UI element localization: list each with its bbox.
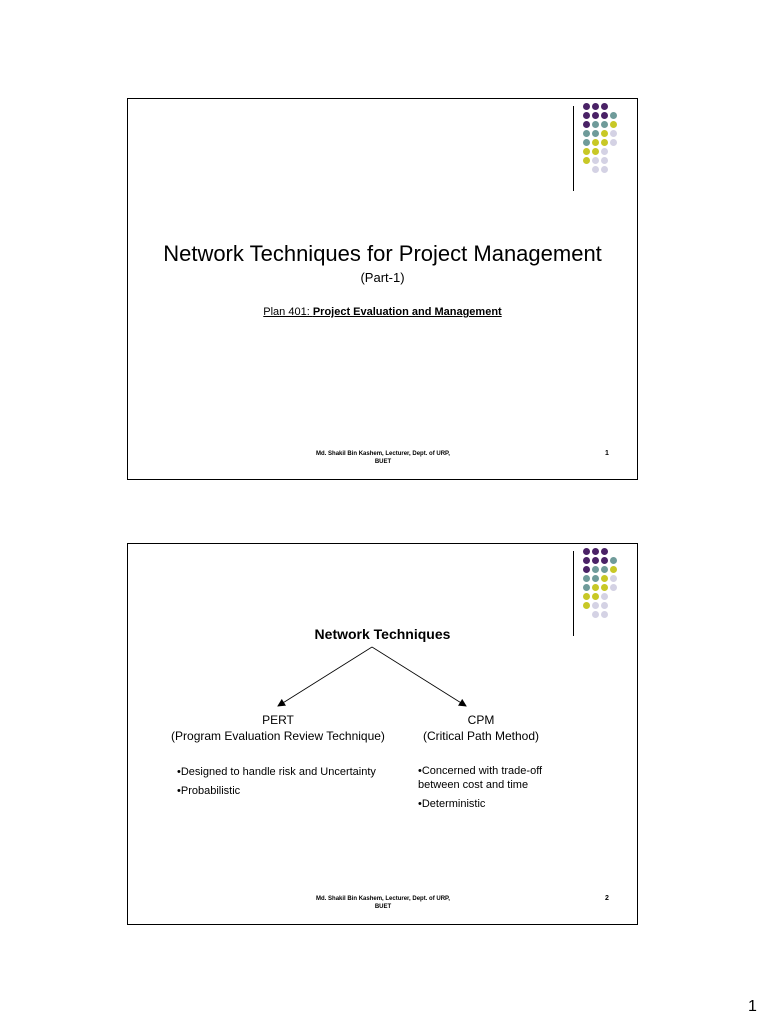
pert-label: PERT: [262, 713, 294, 727]
decorative-dot: [601, 130, 608, 137]
pert-branch: [148, 712, 408, 744]
decorative-dot: [610, 121, 617, 128]
decorative-dot: [601, 103, 608, 110]
slide-number: 1: [605, 450, 609, 457]
decorative-dot: [592, 130, 599, 137]
decorative-dot: [592, 157, 599, 164]
decorative-dot: [601, 121, 608, 128]
decorative-dot: [601, 148, 608, 155]
decorative-dot: [583, 139, 590, 146]
bullet-item: •Designed to handle risk and Uncertainty: [177, 766, 376, 778]
decorative-dot: [583, 112, 590, 119]
bullet-item: •Probabilistic: [177, 785, 241, 797]
decorative-dot: [592, 139, 599, 146]
slide-footer: [278, 895, 488, 911]
footer-author: Md. Shakil Bin Kashem, Lecturer, Dept. of URP,: [316, 451, 450, 457]
decorative-dot: [592, 148, 599, 155]
decorative-dot: [610, 139, 617, 146]
course-line: [128, 306, 637, 318]
footer-institution: BUET: [374, 459, 392, 465]
slide-subtitle: (Part-1): [360, 270, 405, 285]
decorative-dot: [583, 148, 590, 155]
slide-number: 2: [605, 895, 609, 902]
decorative-dot: [601, 139, 608, 146]
pert-bullets: [177, 765, 377, 803]
decorative-dot: [610, 130, 617, 137]
decorative-dot: [601, 157, 608, 164]
decorative-dot: [583, 157, 590, 164]
decorative-dot: [592, 121, 599, 128]
dot-pattern: [583, 103, 643, 183]
cpm-fullname: (Critical Path Method): [422, 729, 540, 743]
footer-institution: BUET: [374, 904, 392, 910]
decorative-dot: [610, 112, 617, 119]
course-code: Plan 401:: [263, 306, 313, 318]
slide-2: [127, 543, 638, 925]
bullet-item: •Concerned with trade-off between cost and time: [418, 765, 543, 791]
course-name: Project Evaluation and Management: [312, 306, 502, 318]
decorative-dot: [601, 112, 608, 119]
decorative-dot: [592, 112, 599, 119]
footer-author: Md. Shakil Bin Kashem, Lecturer, Dept. of URP,: [316, 896, 450, 902]
slide-footer: [278, 450, 488, 466]
slide-1: [127, 98, 638, 480]
cpm-bullets: [418, 764, 578, 816]
decorative-dot: [592, 166, 599, 173]
decorative-dot: [592, 103, 599, 110]
decorative-rule: [573, 106, 574, 191]
cpm-label: CPM: [467, 713, 495, 727]
decorative-dot: [583, 103, 590, 110]
slide-heading: Network Techniques: [314, 626, 451, 642]
slide-title: Network Techniques for Project Management: [163, 241, 602, 266]
decorative-dot: [583, 130, 590, 137]
cpm-branch: [411, 712, 551, 744]
page-number: 1: [748, 998, 757, 1015]
bullet-item: •Deterministic: [418, 798, 486, 810]
pert-fullname: (Program Evaluation Review Technique): [171, 729, 385, 743]
arrow-to-cpm: [372, 647, 466, 706]
arrow-to-pert: [278, 647, 372, 706]
decorative-dot: [601, 166, 608, 173]
decorative-dot: [583, 121, 590, 128]
